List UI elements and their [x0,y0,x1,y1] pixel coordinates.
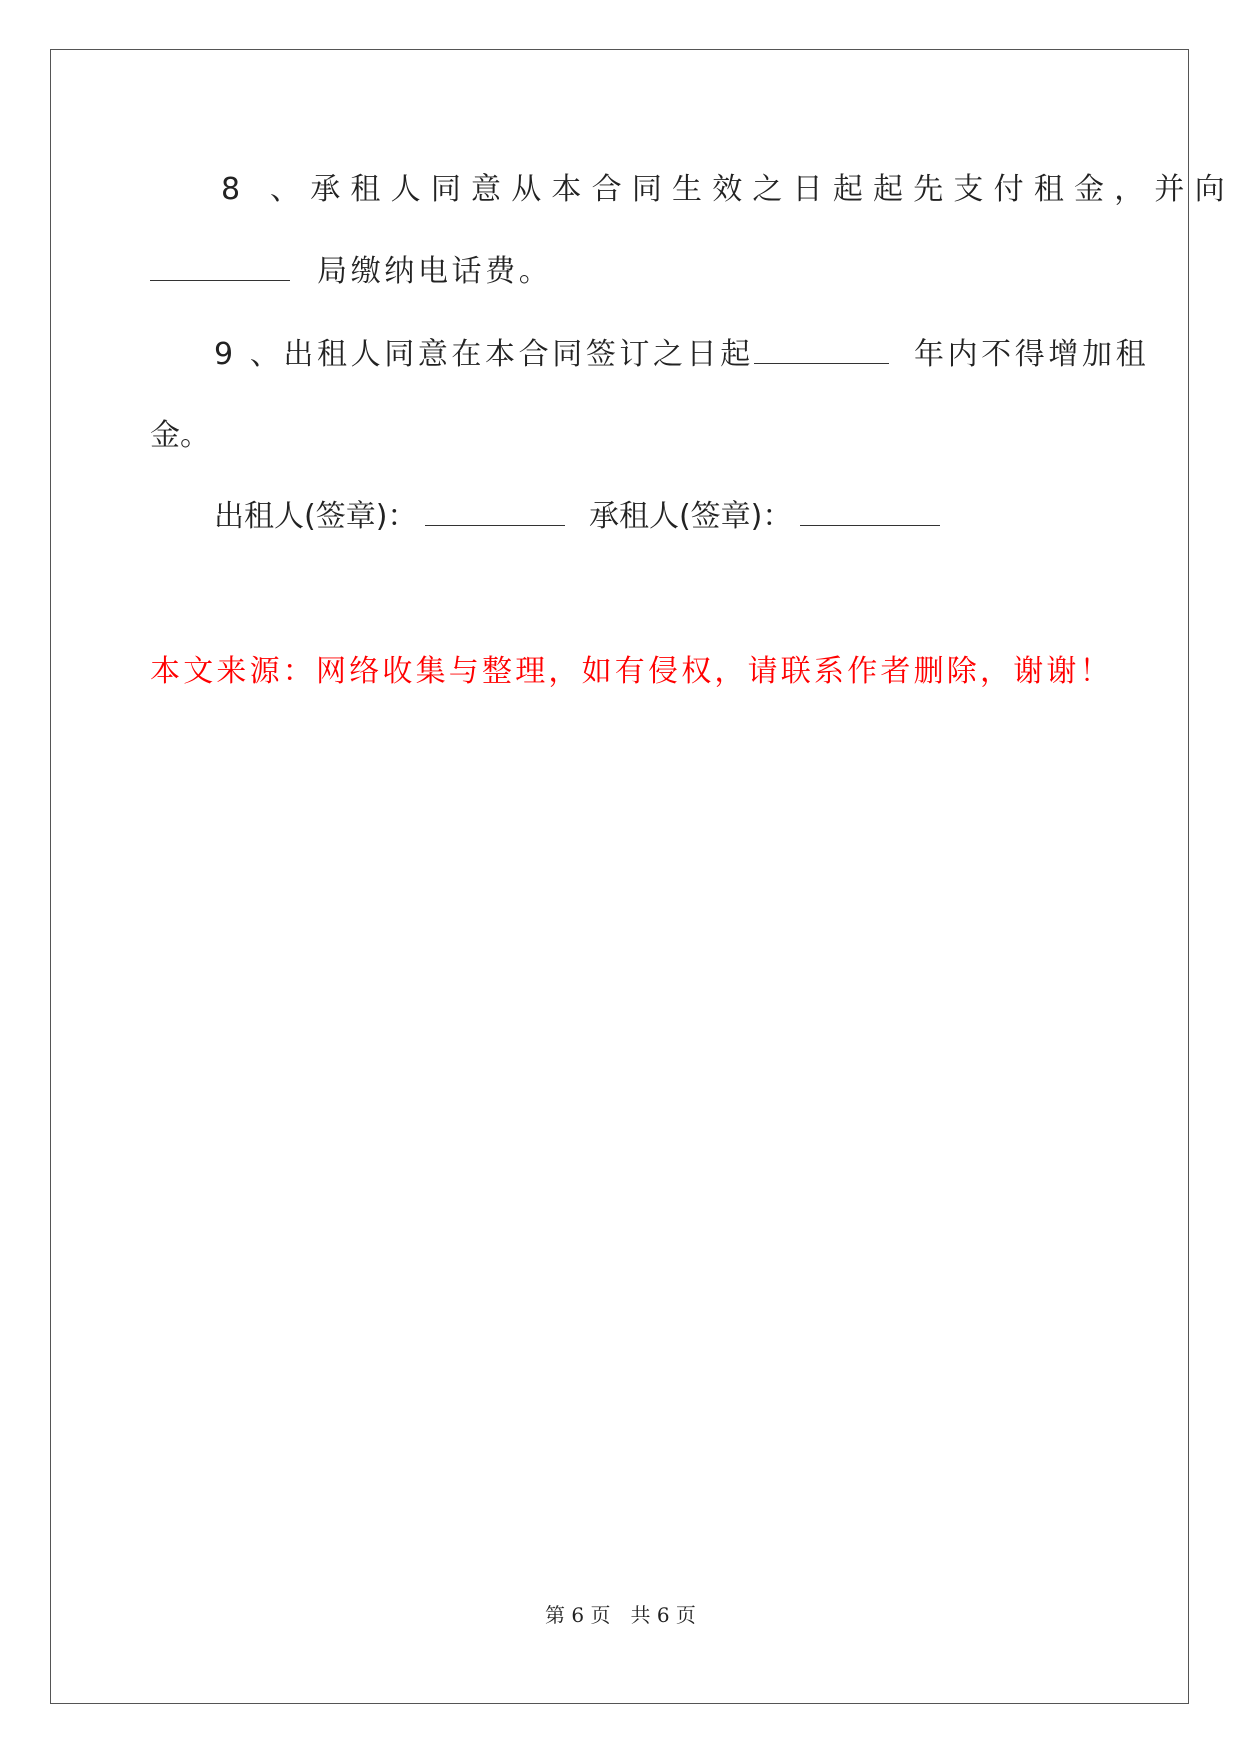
clause-9-line-2 [150,418,210,454]
clause-8-text: 8 、承租人同意从本合同生效之日起起先支付租金，并向 [221,172,1235,207]
blank-field-bureau[interactable] [150,254,290,281]
clause-8-continuation: 局缴纳电话费。 [317,254,553,289]
source-note-text: 本文来源：网络收集与整理，如有侵权，请联系作者删除，谢谢！ [150,654,1113,689]
source-note [150,654,1113,690]
lessor-signature-field[interactable] [425,499,565,526]
clause-9-text-start: 9 、出租人同意在本合同签订之日起 [214,337,754,372]
page-footer [0,1603,1241,1627]
lessee-signature-field[interactable] [800,499,940,526]
blank-field-years[interactable] [754,337,889,364]
lessor-signature-label: 出租人(签章)： [214,499,418,534]
signature-line [214,499,940,535]
page-number: 第 6 页 共 6 页 [545,1603,696,1627]
lessee-signature-label: 承租人(签章)： [588,499,793,534]
clause-9-continuation: 金。 [150,418,210,453]
page-border [50,49,1189,1704]
clause-8-line-1 [221,172,1235,208]
clause-8-line-2 [150,254,552,290]
clause-9-text-end: 年内不得增加租 [913,337,1150,372]
clause-9-line-1 [214,337,1149,373]
